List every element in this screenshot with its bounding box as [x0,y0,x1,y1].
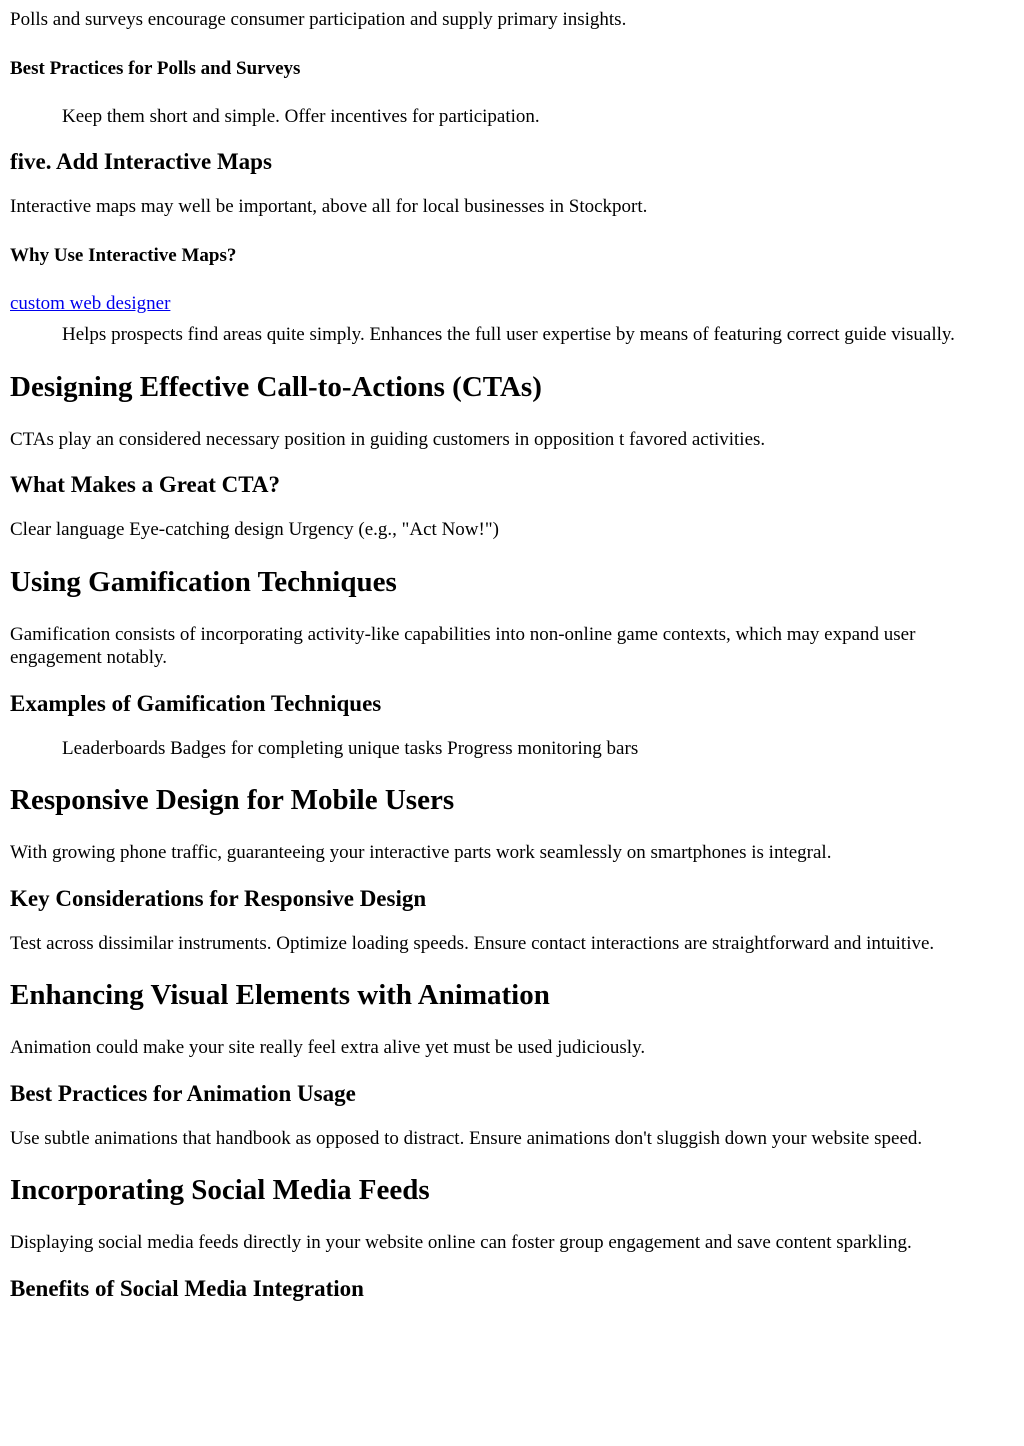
animation-best-practices-paragraph: Use subtle animations that handbook as opposed to distract. Ensure animations don't sluggish down your website speed. [10,1127,923,1149]
great-cta-paragraph: Clear language Eye-catching design Urgency (e.g., "Act Now!") [10,519,499,540]
maps-benefits-quote: Helps prospects find areas quite simply. Enhances the full user expertise by means of featuring correct guide visually. [62,324,955,345]
gamification-examples-heading: Examples of Gamification Techniques [10,690,382,716]
interactive-maps-heading: five. Add Interactive Maps [10,149,272,174]
polls-best-practices-quote: Keep them short and simple. Offer incentives for participation. [62,105,540,127]
interactive-maps-paragraph: Interactive maps may well be important, above all for local businesses in Stockport. [10,196,648,217]
gamification-paragraph: Gamification consists of incorporating activity-like capabilities into non-online game contexts, which may expand user engagement notably. [10,623,916,668]
social-feeds-paragraph: Displaying social media feeds directly in your website online can foster group engagement and save content sparkling. [10,1232,912,1253]
gamification-examples-quote: Leaderboards Badges for completing unique tasks Progress monitoring bars [62,737,639,759]
gamification-heading: Using Gamification Techniques [10,565,397,598]
responsive-considerations-heading: Key Considerations for Responsive Design [10,885,427,911]
polls-intro-paragraph: Polls and surveys encourage consumer participation and supply primary insights. [10,9,627,30]
custom-web-designer-link[interactable]: custom web designer [10,292,171,314]
responsive-design-paragraph: With growing phone traffic, guaranteeing your interactive parts work seamlessly on smartphones is integral. [10,842,832,863]
social-benefits-heading: Benefits of Social Media Integration [10,1275,364,1301]
social-feeds-heading: Incorporating Social Media Feeds [10,1174,430,1206]
responsive-design-heading: Responsive Design for Mobile Users [10,784,455,816]
ctas-paragraph: CTAs play an considered necessary position in guiding customers in opposition t favored activities. [10,428,766,450]
ctas-heading: Designing Effective Call-to-Actions (CTAs) [10,370,542,403]
animation-paragraph: Animation could make your site really feel extra alive yet must be used judiciously. [10,1037,646,1058]
great-cta-heading: What Makes a Great CTA? [10,472,281,497]
article-content [10,0,1010,1322]
responsive-considerations-paragraph: Test across dissimilar instruments. Optimize loading speeds. Ensure contact interactions are straightforward and intuitive. [10,932,935,954]
why-maps-heading: Why Use Interactive Maps? [10,244,237,266]
polls-best-practices-heading: Best Practices for Polls and Surveys [10,57,301,79]
animation-best-practices-heading: Best Practices for Animation Usage [10,1080,356,1106]
animation-heading: Enhancing Visual Elements with Animation [10,979,550,1011]
link-paragraph [10,292,1010,316]
